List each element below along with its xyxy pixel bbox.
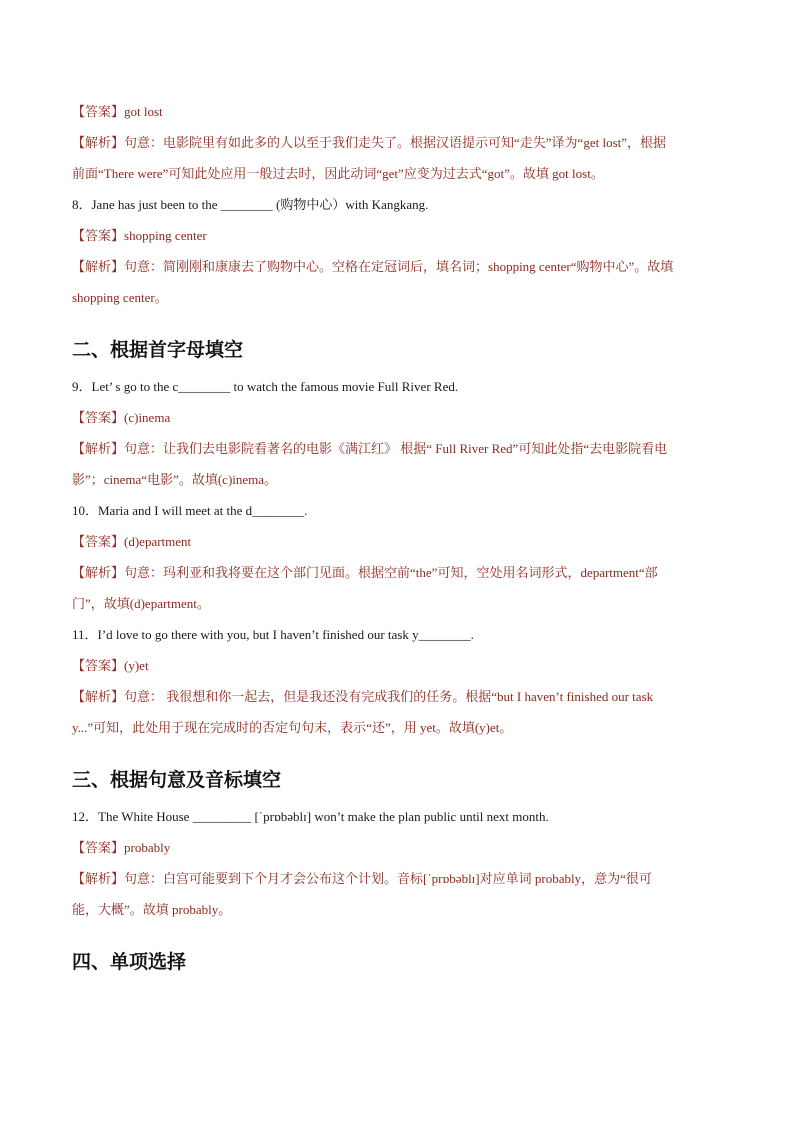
analysis-text: 句意：玛利亚和我将要在这个部门见面。根据空前“the”可知，空处用名词形式，department“部	[124, 565, 658, 580]
answer-line	[72, 650, 724, 681]
answer-line	[72, 832, 724, 863]
analysis-tag: 【解析】	[72, 441, 125, 456]
answer-text: (c)inema	[124, 410, 171, 425]
answer-text: (d)epartment	[124, 534, 192, 549]
document-page	[72, 96, 724, 977]
analysis-line	[72, 557, 724, 588]
answer-text: probably	[124, 840, 171, 855]
answer-line	[72, 220, 724, 251]
analysis-continuation: 能，大概”。故填 probably。	[72, 902, 232, 917]
analysis-continuation: 门”，故填(d)epartment。	[72, 596, 210, 611]
analysis-tag: 【解析】	[72, 135, 125, 150]
answer-tag: 【答案】	[72, 534, 125, 549]
analysis-continuation: 影”；cinema“电影”。故填(c)inema。	[72, 472, 278, 487]
analysis-text: 句意：白宫可能要到下个月才会公布这个计划。音标[ˈprɒbəblɪ]对应单词 probably，意为“很可	[124, 871, 652, 886]
analysis-line	[72, 863, 724, 894]
answer-text: got lost	[124, 104, 163, 119]
analysis-line	[72, 433, 724, 464]
analysis-line	[72, 681, 724, 712]
answer-text: (y)et	[124, 658, 149, 673]
analysis-text: 句意：简刚刚和康康去了购物中心。空格在定冠词后，填名词；shopping center“购物中心”。故填	[124, 259, 674, 274]
analysis-line	[72, 127, 724, 158]
answer-tag: 【答案】	[72, 658, 125, 673]
analysis-tag: 【解析】	[72, 871, 125, 886]
question-12: 12．The White House _________ [ˈprɒbəblɪ] won’t make the plan public until next month.	[72, 809, 549, 824]
answer-tag: 【答案】	[72, 840, 125, 855]
analysis-text: 句意：电影院里有如此多的人以至于我们走失了。根据汉语提示可知“走失”译为“get lost”，根据	[124, 135, 667, 150]
analysis-continuation: y...”可知，此处用于现在完成时的否定句句末，表示“还”，用 yet。故填(y)et。	[72, 720, 513, 735]
question-11: 11．I’d love to go there with you, but I haven’t finished our task y________.	[72, 627, 474, 642]
answer-tag: 【答案】	[72, 228, 125, 243]
section-heading-4: 四、单项选择	[72, 951, 187, 973]
analysis-tag: 【解析】	[72, 259, 125, 274]
analysis-continuation: 前面“There were”可知此处应用一般过去时，因此动词“get”应变为过去式“got”。故填 got lost。	[72, 166, 604, 181]
answer-tag: 【答案】	[72, 410, 125, 425]
question-8: 8．Jane has just been to the ________ (购物中心）with Kangkang.	[72, 197, 429, 212]
section-heading-2: 二、根据首字母填空	[72, 339, 244, 361]
analysis-tag: 【解析】	[72, 565, 125, 580]
answer-line	[72, 526, 724, 557]
section-heading-3: 三、根据句意及音标填空	[72, 769, 282, 791]
analysis-line	[72, 251, 724, 282]
answer-line	[72, 96, 724, 127]
question-9: 9．Let’ s go to the c________ to watch the famous movie Full River Red.	[72, 379, 459, 394]
answer-tag: 【答案】	[72, 104, 125, 119]
answer-line	[72, 402, 724, 433]
analysis-text: 句意：让我们去电影院看著名的电影《满江红》 根据“ Full River Red”可知此处指“去电影院看电	[124, 441, 668, 456]
analysis-text: 句意： 我很想和你一起去，但是我还没有完成我们的任务。根据“but I haven’t finished our task	[124, 689, 654, 704]
analysis-tag: 【解析】	[72, 689, 125, 704]
answer-text: shopping center	[124, 228, 207, 243]
question-10: 10．Maria and I will meet at the d________.	[72, 503, 308, 518]
analysis-continuation: shopping center。	[72, 290, 168, 305]
